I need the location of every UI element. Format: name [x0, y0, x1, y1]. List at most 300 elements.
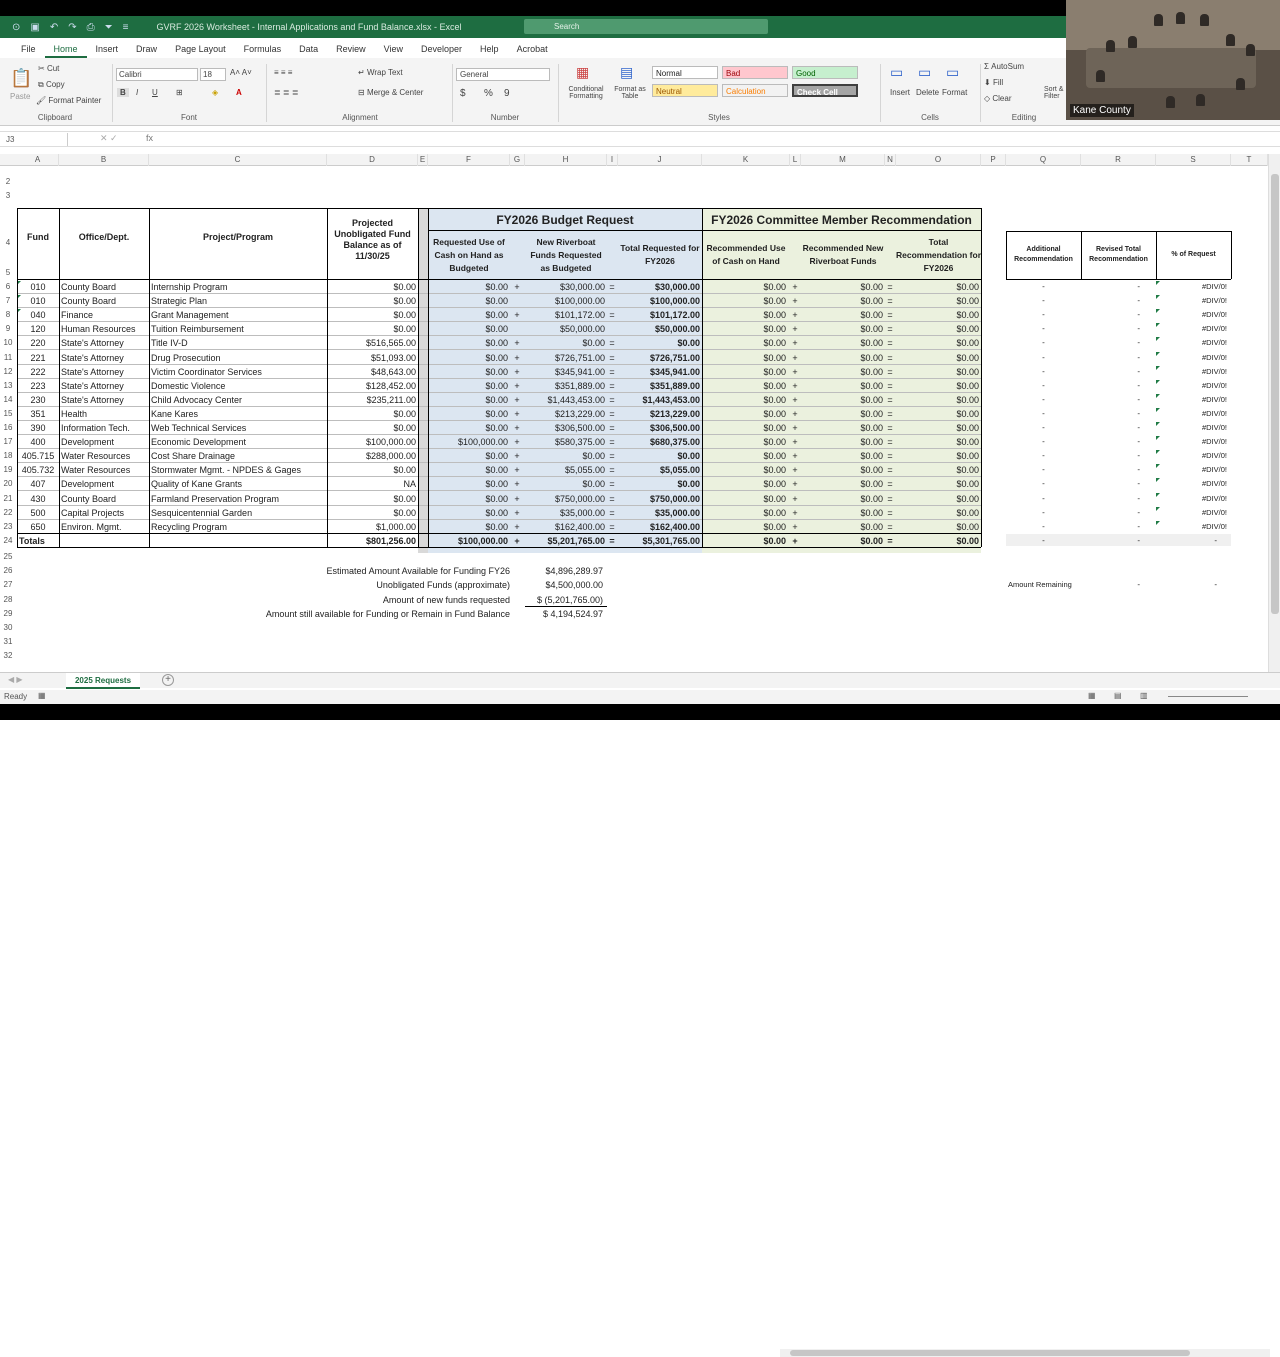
- total-req-cell[interactable]: $306,500.00: [649, 423, 700, 433]
- summary-label[interactable]: Amount of new funds requested: [382, 594, 510, 605]
- summary-value[interactable]: $ 4,194,524.97: [542, 608, 603, 619]
- totals-pct[interactable]: -: [1214, 535, 1217, 545]
- new-funds-cell[interactable]: $101,172.00: [554, 310, 605, 321]
- row-header-13[interactable]: 13: [3, 380, 13, 390]
- total-req-cell[interactable]: $1,443,453.00: [642, 394, 700, 405]
- revised-cell[interactable]: -: [1137, 324, 1140, 334]
- req-cash-cell[interactable]: $0.00: [485, 423, 508, 433]
- row-header-23[interactable]: 23: [3, 521, 13, 531]
- undo-icon[interactable]: ↶: [49, 21, 59, 33]
- total-req-cell[interactable]: $345,941.00: [649, 366, 700, 377]
- format-cells-button[interactable]: Format: [942, 88, 968, 97]
- req-cash-cell[interactable]: $0.00: [485, 493, 508, 504]
- style-check-cell[interactable]: Check Cell: [792, 84, 858, 97]
- revised-cell[interactable]: -: [1137, 296, 1140, 306]
- row-header-12[interactable]: 12: [3, 366, 13, 376]
- fund-cell[interactable]: 230: [30, 394, 46, 405]
- horizontal-scrollbar[interactable]: [780, 1349, 1270, 1357]
- tab-file[interactable]: File: [21, 44, 36, 54]
- fund-cell[interactable]: 222: [30, 366, 46, 377]
- row-header-21[interactable]: 21: [3, 493, 13, 503]
- row-header-10[interactable]: 10: [3, 338, 13, 348]
- style-bad[interactable]: Bad: [722, 66, 788, 79]
- rec-cash-cell[interactable]: $0.00: [763, 437, 786, 448]
- row-header-8[interactable]: 8: [5, 310, 11, 320]
- fund-cell[interactable]: 010: [30, 282, 46, 292]
- additional-cell[interactable]: -: [1042, 352, 1045, 362]
- new-funds-cell[interactable]: $351,889.00: [554, 380, 605, 391]
- projected-cell[interactable]: $128,452.00: [365, 380, 416, 391]
- projected-cell[interactable]: $0.00: [393, 310, 416, 321]
- zoom-slider[interactable]: [1168, 696, 1248, 697]
- total-rec-cell[interactable]: $0.00: [956, 324, 979, 335]
- new-funds-cell[interactable]: $345,941.00: [554, 366, 605, 377]
- row-header-17[interactable]: 17: [3, 437, 13, 447]
- fund-cell[interactable]: 040: [30, 310, 46, 321]
- pct-cell[interactable]: #DIV/0!: [1201, 507, 1227, 517]
- additional-cell[interactable]: -: [1042, 296, 1045, 306]
- row-header-5[interactable]: 5: [5, 268, 11, 277]
- fund-cell[interactable]: 351: [30, 408, 46, 419]
- style-good[interactable]: Good: [792, 66, 858, 79]
- office-cell[interactable]: County Board: [61, 493, 117, 504]
- column-header-n[interactable]: N: [885, 154, 896, 166]
- fund-cell[interactable]: 390: [30, 423, 46, 433]
- total-rec-cell[interactable]: $0.00: [956, 282, 979, 292]
- paste-icon[interactable]: 📋: [10, 68, 33, 88]
- tab-help[interactable]: Help: [480, 44, 499, 54]
- project-cell[interactable]: Victim Coordinator Services: [151, 366, 262, 377]
- row-header-7[interactable]: 7: [5, 296, 11, 306]
- projected-cell[interactable]: $51,093.00: [370, 352, 416, 363]
- row-header-19[interactable]: 19: [3, 465, 13, 475]
- projected-cell[interactable]: $1,000.00: [375, 521, 416, 532]
- revised-cell[interactable]: -: [1137, 465, 1140, 475]
- project-cell[interactable]: Domestic Violence: [151, 380, 226, 391]
- row-header-30[interactable]: 30: [3, 623, 13, 632]
- office-cell[interactable]: Human Resources: [61, 324, 136, 335]
- rec-cash-cell[interactable]: $0.00: [763, 282, 786, 292]
- revised-cell[interactable]: -: [1137, 310, 1140, 320]
- rec-new-cell[interactable]: $0.00: [860, 493, 883, 504]
- style-neutral[interactable]: Neutral: [652, 84, 718, 97]
- row-header-6[interactable]: 6: [5, 282, 11, 291]
- project-cell[interactable]: Economic Development: [151, 437, 247, 448]
- req-cash-cell[interactable]: $0.00: [485, 352, 508, 363]
- vertical-scroll-thumb[interactable]: [1271, 174, 1279, 614]
- total-req-cell[interactable]: $0.00: [677, 451, 700, 462]
- fund-cell[interactable]: 405.715: [21, 451, 55, 462]
- rec-cash-cell[interactable]: $0.00: [763, 507, 786, 518]
- formula-input[interactable]: [164, 133, 1264, 146]
- summary-value[interactable]: $ (5,201,765.00): [536, 594, 603, 605]
- align-top-icon[interactable]: ≡ ≡ ≡: [274, 68, 293, 77]
- total-req-cell[interactable]: $750,000.00: [649, 493, 700, 504]
- column-header-h[interactable]: H: [525, 154, 607, 166]
- column-header-p[interactable]: P: [981, 154, 1006, 166]
- new-funds-cell[interactable]: $0.00: [582, 338, 605, 349]
- column-header-d[interactable]: D: [327, 154, 418, 166]
- req-cash-cell[interactable]: $0.00: [485, 521, 508, 532]
- new-funds-cell[interactable]: $30,000.00: [559, 282, 605, 292]
- tab-acrobat[interactable]: Acrobat: [516, 44, 548, 54]
- more-icon[interactable]: ≡: [122, 21, 129, 33]
- wrap-text-button[interactable]: ↵ Wrap Text: [358, 68, 403, 77]
- new-funds-cell[interactable]: $213,229.00: [554, 408, 605, 419]
- pct-cell[interactable]: #DIV/0!: [1201, 423, 1227, 432]
- pct-cell[interactable]: #DIV/0!: [1201, 352, 1227, 362]
- pct-cell[interactable]: #DIV/0!: [1201, 408, 1227, 418]
- rec-new-cell[interactable]: $0.00: [860, 338, 883, 349]
- fund-cell[interactable]: 407: [30, 479, 46, 490]
- rec-new-cell[interactable]: $0.00: [860, 507, 883, 518]
- total-req-cell[interactable]: $0.00: [677, 338, 700, 349]
- column-header-o[interactable]: O: [896, 154, 981, 166]
- new-funds-cell[interactable]: $100,000.00: [554, 296, 605, 307]
- accessibility-icon[interactable]: ▦: [38, 691, 46, 700]
- new-funds-cell[interactable]: $580,375.00: [554, 437, 605, 448]
- total-rec-cell[interactable]: $0.00: [956, 366, 979, 377]
- revised-cell[interactable]: -: [1137, 437, 1140, 447]
- additional-cell[interactable]: -: [1042, 408, 1045, 418]
- office-cell[interactable]: State's Attorney: [61, 380, 124, 391]
- fund-cell[interactable]: 650: [30, 521, 46, 532]
- rec-cash-cell[interactable]: $0.00: [763, 352, 786, 363]
- row-header-9[interactable]: 9: [5, 324, 11, 334]
- column-header-s[interactable]: S: [1156, 154, 1231, 166]
- total-req-cell[interactable]: $726,751.00: [649, 352, 700, 363]
- req-cash-cell[interactable]: $100,000.00: [457, 437, 508, 448]
- borders-icon[interactable]: ⊞: [176, 88, 183, 97]
- additional-cell[interactable]: -: [1042, 380, 1045, 390]
- office-cell[interactable]: State's Attorney: [61, 394, 124, 405]
- amount-remaining-label[interactable]: Amount Remaining: [1008, 580, 1072, 590]
- pct-cell[interactable]: #DIV/0!: [1201, 521, 1227, 531]
- row-header-15[interactable]: 15: [3, 408, 13, 418]
- delete-cells-button[interactable]: Delete: [916, 88, 940, 97]
- merge-center-button[interactable]: ⊟ Merge & Center: [358, 88, 424, 97]
- pct-cell[interactable]: #DIV/0!: [1201, 310, 1227, 320]
- project-cell[interactable]: Internship Program: [151, 282, 228, 292]
- new-funds-cell[interactable]: $50,000.00: [559, 324, 605, 335]
- summary-value[interactable]: $4,500,000.00: [545, 580, 603, 591]
- fund-cell[interactable]: 221: [30, 352, 46, 363]
- rec-cash-cell[interactable]: $0.00: [763, 423, 786, 433]
- worksheet-grid[interactable]: [16, 166, 1268, 672]
- projected-cell[interactable]: $0.00: [393, 423, 416, 433]
- style-calculation[interactable]: Calculation: [722, 84, 788, 97]
- additional-cell[interactable]: -: [1042, 338, 1045, 348]
- format-as-table-icon[interactable]: ▤: [620, 64, 634, 80]
- additional-cell[interactable]: -: [1042, 507, 1045, 517]
- fund-cell[interactable]: 430: [30, 493, 46, 504]
- project-cell[interactable]: Drug Prosecution: [151, 352, 221, 363]
- additional-cell[interactable]: -: [1042, 493, 1045, 503]
- sort-filter-button[interactable]: Sort & Filter: [1044, 86, 1064, 100]
- totals-rec-new[interactable]: $0.00: [860, 535, 883, 546]
- office-cell[interactable]: Finance: [61, 310, 94, 321]
- summary-label[interactable]: Amount still available for Funding or Remain in Fund Balance: [265, 608, 510, 619]
- rec-new-cell[interactable]: $0.00: [860, 366, 883, 377]
- total-rec-cell[interactable]: $0.00: [956, 465, 979, 476]
- conditional-formatting-icon[interactable]: ▦: [576, 64, 590, 80]
- total-req-cell[interactable]: $35,000.00: [654, 507, 700, 518]
- totals-rec-cash[interactable]: $0.00: [763, 535, 786, 546]
- tab-review[interactable]: Review: [336, 44, 366, 54]
- office-cell[interactable]: Water Resources: [61, 465, 131, 476]
- column-header-r[interactable]: R: [1081, 154, 1156, 166]
- additional-cell[interactable]: -: [1042, 465, 1045, 475]
- paste-button[interactable]: Paste: [10, 92, 31, 101]
- revised-cell[interactable]: -: [1137, 479, 1140, 489]
- total-rec-cell[interactable]: $0.00: [956, 408, 979, 419]
- projected-cell[interactable]: $48,643.00: [370, 366, 416, 377]
- office-cell[interactable]: State's Attorney: [61, 366, 124, 377]
- revised-cell[interactable]: -: [1137, 394, 1140, 404]
- project-cell[interactable]: Web Technical Services: [151, 423, 247, 433]
- revised-cell[interactable]: -: [1137, 282, 1140, 291]
- project-cell[interactable]: Strategic Plan: [151, 296, 208, 307]
- office-cell[interactable]: State's Attorney: [61, 352, 124, 363]
- autosum-button[interactable]: Σ AutoSum: [984, 62, 1025, 71]
- pct-cell[interactable]: #DIV/0!: [1201, 465, 1227, 475]
- column-header-t[interactable]: T: [1231, 154, 1268, 166]
- req-cash-cell[interactable]: $0.00: [485, 366, 508, 377]
- row-header-25[interactable]: 25: [3, 552, 13, 561]
- revised-cell[interactable]: -: [1137, 338, 1140, 348]
- tab-data[interactable]: Data: [299, 44, 319, 54]
- bold-button[interactable]: B: [117, 88, 129, 97]
- total-rec-cell[interactable]: $0.00: [956, 493, 979, 504]
- horizontal-scroll-thumb[interactable]: [790, 1350, 1190, 1356]
- format-cells-icon[interactable]: ▭: [946, 64, 960, 80]
- tab-home[interactable]: Home: [45, 40, 87, 58]
- req-cash-cell[interactable]: $0.00: [485, 310, 508, 321]
- additional-cell[interactable]: -: [1042, 366, 1045, 376]
- projected-cell[interactable]: $0.00: [393, 282, 416, 292]
- row-header-22[interactable]: 22: [3, 507, 13, 517]
- tab-view[interactable]: View: [383, 44, 404, 54]
- column-header-m[interactable]: M: [801, 154, 885, 166]
- rec-new-cell[interactable]: $0.00: [860, 408, 883, 419]
- font-size-select[interactable]: 18: [200, 68, 226, 81]
- column-header-c[interactable]: C: [149, 154, 327, 166]
- column-header-b[interactable]: B: [59, 154, 149, 166]
- total-rec-cell[interactable]: $0.00: [956, 423, 979, 433]
- currency-button[interactable]: $: [460, 88, 466, 99]
- rec-cash-cell[interactable]: $0.00: [763, 338, 786, 349]
- project-cell[interactable]: Title IV-D: [151, 338, 188, 349]
- rec-new-cell[interactable]: $0.00: [860, 352, 883, 363]
- summary-label[interactable]: Estimated Amount Available for Funding FY26: [326, 566, 510, 577]
- fund-cell[interactable]: 500: [30, 507, 46, 518]
- project-cell[interactable]: Farmland Preservation Program: [151, 493, 280, 504]
- row-header-26[interactable]: 26: [3, 566, 13, 576]
- rec-cash-cell[interactable]: $0.00: [763, 465, 786, 476]
- projected-cell[interactable]: $0.00: [393, 507, 416, 518]
- new-funds-cell[interactable]: $306,500.00: [554, 423, 605, 433]
- rec-cash-cell[interactable]: $0.00: [763, 310, 786, 321]
- new-funds-cell[interactable]: $750,000.00: [554, 493, 605, 504]
- office-cell[interactable]: Water Resources: [61, 451, 131, 462]
- percent-button[interactable]: %: [484, 88, 493, 99]
- req-cash-cell[interactable]: $0.00: [485, 479, 508, 490]
- rec-cash-cell[interactable]: $0.00: [763, 408, 786, 419]
- amount-remaining-pct[interactable]: -: [1214, 580, 1217, 590]
- row-header-29[interactable]: 29: [3, 608, 13, 618]
- totals-projected[interactable]: $801,256.00: [365, 535, 416, 546]
- req-cash-cell[interactable]: $0.00: [485, 451, 508, 462]
- column-header-q[interactable]: Q: [1006, 154, 1081, 166]
- office-cell[interactable]: Environ. Mgmt.: [61, 521, 122, 532]
- align-left-icon[interactable]: ≣ ≣ ≣: [274, 88, 299, 97]
- additional-cell[interactable]: -: [1042, 282, 1045, 291]
- total-req-cell[interactable]: $101,172.00: [649, 310, 700, 321]
- additional-cell[interactable]: -: [1042, 521, 1045, 531]
- row-header-16[interactable]: 16: [3, 423, 13, 432]
- office-cell[interactable]: Information Tech.: [61, 423, 130, 433]
- tab-draw[interactable]: Draw: [136, 44, 158, 54]
- revised-cell[interactable]: -: [1137, 507, 1140, 517]
- office-cell[interactable]: State's Attorney: [61, 338, 124, 349]
- rec-new-cell[interactable]: $0.00: [860, 451, 883, 462]
- req-cash-cell[interactable]: $0.00: [485, 338, 508, 349]
- total-req-cell[interactable]: $100,000.00: [649, 296, 700, 307]
- pct-cell[interactable]: #DIV/0!: [1201, 451, 1227, 461]
- italic-button[interactable]: I: [136, 88, 139, 97]
- revised-cell[interactable]: -: [1137, 366, 1140, 376]
- rec-cash-cell[interactable]: $0.00: [763, 479, 786, 490]
- row-header-11[interactable]: 11: [3, 352, 13, 362]
- delete-cells-icon[interactable]: ▭: [918, 64, 932, 80]
- rec-new-cell[interactable]: $0.00: [860, 479, 883, 490]
- row-header-18[interactable]: 18: [3, 451, 13, 461]
- amount-remaining-revised[interactable]: -: [1137, 580, 1140, 590]
- projected-cell[interactable]: NA: [403, 479, 416, 490]
- project-cell[interactable]: Kane Kares: [151, 408, 199, 419]
- pct-cell[interactable]: #DIV/0!: [1201, 437, 1227, 447]
- clear-button[interactable]: ◇ Clear: [984, 94, 1012, 103]
- rec-new-cell[interactable]: $0.00: [860, 521, 883, 532]
- total-rec-cell[interactable]: $0.00: [956, 380, 979, 391]
- print-icon[interactable]: ⎙: [86, 21, 95, 33]
- new-funds-cell[interactable]: $162,400.00: [554, 521, 605, 532]
- fund-cell[interactable]: 220: [30, 338, 46, 349]
- pct-cell[interactable]: #DIV/0!: [1201, 296, 1227, 306]
- new-funds-cell[interactable]: $0.00: [582, 451, 605, 462]
- fund-cell[interactable]: 120: [30, 324, 46, 335]
- total-req-cell[interactable]: $30,000.00: [654, 282, 700, 292]
- summary-label[interactable]: Unobligated Funds (approximate): [376, 580, 510, 591]
- column-header-f[interactable]: F: [428, 154, 510, 166]
- totals-req-cash[interactable]: $100,000.00: [457, 535, 508, 546]
- row-header-31[interactable]: 31: [3, 637, 13, 647]
- total-req-cell[interactable]: $5,055.00: [659, 465, 700, 476]
- rec-new-cell[interactable]: $0.00: [860, 282, 883, 292]
- rec-cash-cell[interactable]: $0.00: [763, 380, 786, 391]
- total-rec-cell[interactable]: $0.00: [956, 394, 979, 405]
- projected-cell[interactable]: $0.00: [393, 296, 416, 307]
- rec-new-cell[interactable]: $0.00: [860, 437, 883, 448]
- total-rec-cell[interactable]: $0.00: [956, 310, 979, 321]
- sheet-nav-icons[interactable]: ◀ ▶: [8, 675, 23, 684]
- column-header-g[interactable]: G: [510, 154, 525, 166]
- fund-cell[interactable]: 223: [30, 380, 46, 391]
- row-header-24[interactable]: 24: [3, 535, 13, 545]
- search-input[interactable]: Search: [524, 19, 768, 34]
- copy-button[interactable]: ⧉ Copy: [38, 80, 65, 89]
- fund-cell[interactable]: 405.732: [21, 465, 55, 476]
- rec-new-cell[interactable]: $0.00: [860, 465, 883, 476]
- format-as-table-button[interactable]: Format as Table: [614, 86, 646, 100]
- req-cash-cell[interactable]: $0.00: [485, 507, 508, 518]
- tab-developer[interactable]: Developer: [421, 44, 463, 54]
- autosave-icon[interactable]: ⊙: [12, 21, 21, 33]
- column-header-l[interactable]: L: [790, 154, 801, 166]
- row-header-14[interactable]: 14: [3, 394, 13, 404]
- revised-cell[interactable]: -: [1137, 451, 1140, 461]
- req-cash-cell[interactable]: $0.00: [485, 394, 508, 405]
- total-rec-cell[interactable]: $0.00: [956, 296, 979, 307]
- total-req-cell[interactable]: $50,000.00: [654, 324, 700, 335]
- project-cell[interactable]: Quality of Kane Grants: [151, 479, 243, 490]
- totals-additional[interactable]: -: [1042, 535, 1045, 545]
- filter-icon[interactable]: ⏷: [104, 21, 113, 33]
- normal-view-icon[interactable]: ▦: [1088, 691, 1096, 700]
- column-header-a[interactable]: A: [17, 154, 59, 166]
- total-rec-cell[interactable]: $0.00: [956, 521, 979, 532]
- totals-revised[interactable]: -: [1137, 535, 1140, 545]
- pct-cell[interactable]: #DIV/0!: [1201, 493, 1227, 503]
- save-icon[interactable]: ▣: [30, 21, 40, 33]
- new-funds-cell[interactable]: $0.00: [582, 479, 605, 490]
- pct-cell[interactable]: #DIV/0!: [1201, 380, 1227, 390]
- total-rec-cell[interactable]: $0.00: [956, 479, 979, 490]
- projected-cell[interactable]: $0.00: [393, 324, 416, 335]
- conditional-formatting-button[interactable]: Conditional Formatting: [568, 86, 604, 100]
- office-cell[interactable]: Health: [61, 408, 88, 419]
- fund-cell[interactable]: 400: [30, 437, 46, 448]
- new-funds-cell[interactable]: $35,000.00: [559, 507, 605, 518]
- additional-cell[interactable]: -: [1042, 423, 1045, 432]
- total-rec-cell[interactable]: $0.00: [956, 338, 979, 349]
- revised-cell[interactable]: -: [1137, 423, 1140, 432]
- additional-cell[interactable]: -: [1042, 437, 1045, 447]
- projected-cell[interactable]: $235,211.00: [366, 394, 416, 405]
- additional-cell[interactable]: -: [1042, 479, 1045, 489]
- fund-cell[interactable]: 010: [30, 296, 46, 307]
- total-req-cell[interactable]: $680,375.00: [649, 437, 700, 448]
- additional-cell[interactable]: -: [1042, 324, 1045, 334]
- req-cash-cell[interactable]: $0.00: [485, 282, 508, 292]
- format-painter-button[interactable]: 🖌 Format Painter: [36, 96, 102, 105]
- add-sheet-icon[interactable]: +: [162, 674, 174, 686]
- row-header-28[interactable]: 28: [3, 594, 13, 604]
- office-cell[interactable]: County Board: [61, 296, 117, 307]
- rec-cash-cell[interactable]: $0.00: [763, 451, 786, 462]
- projected-cell[interactable]: $0.00: [393, 493, 416, 504]
- projected-cell[interactable]: $100,000.00: [365, 437, 416, 448]
- sheet-tab-2025-requests[interactable]: 2025 Requests: [66, 673, 140, 689]
- pct-cell[interactable]: #DIV/0!: [1201, 282, 1227, 291]
- pct-cell[interactable]: #DIV/0!: [1201, 479, 1227, 489]
- page-layout-icon[interactable]: ▤: [1114, 691, 1122, 700]
- projected-cell[interactable]: $288,000.00: [365, 451, 416, 462]
- office-cell[interactable]: Development: [61, 437, 115, 448]
- project-cell[interactable]: Cost Share Drainage: [151, 451, 236, 462]
- new-funds-cell[interactable]: $1,443,453.00: [547, 394, 605, 405]
- req-cash-cell[interactable]: $0.00: [485, 296, 508, 307]
